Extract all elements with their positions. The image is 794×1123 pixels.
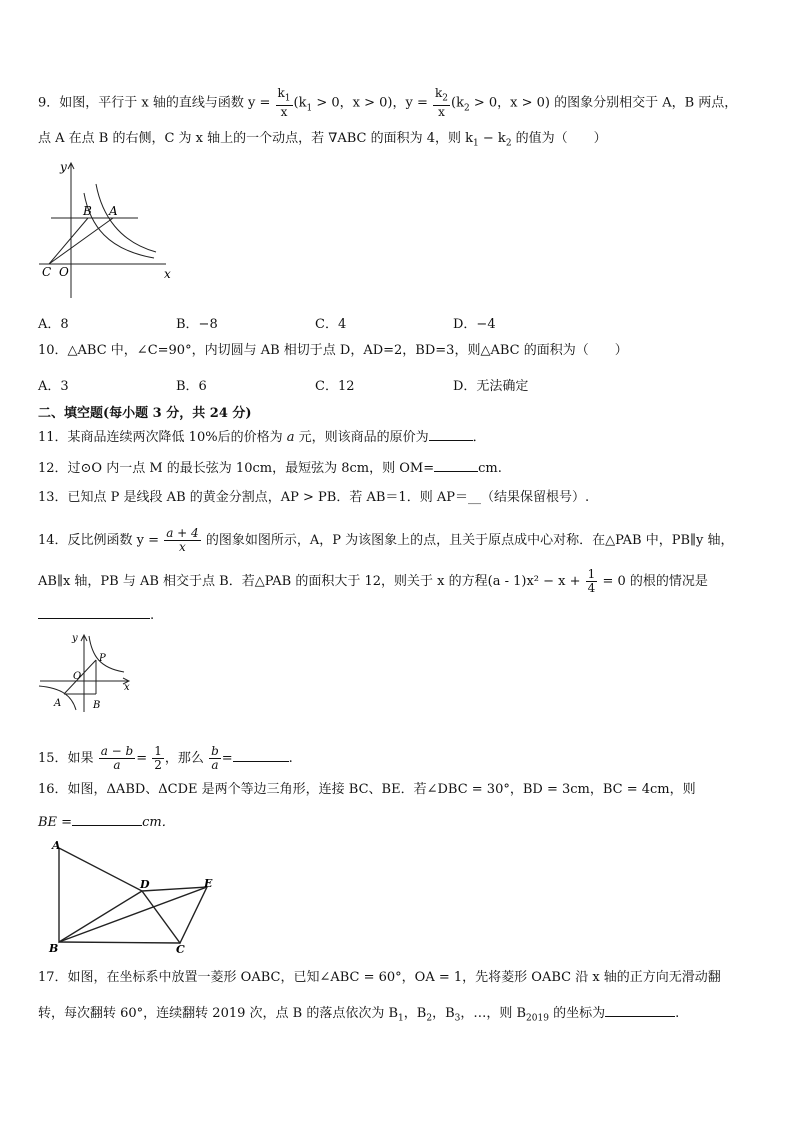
q13-text: 13．已知点 P 是线段 AB 的黄金分割点，AP > PB．若 AB＝1．则 AP＝__（结果保留根号）. — [38, 490, 590, 505]
q16-triangle-ABD — [59, 848, 142, 942]
q9-fraction-2: $\frac{k_2}{x}$ — [435, 86, 449, 120]
q9-curve-k2 — [84, 193, 154, 258]
q10-option-a: A．3 — [38, 379, 69, 394]
q15-fraction-a-minus-b-over-a: $\frac{a - b}{a}$ — [100, 744, 134, 772]
q11-answer-blank[interactable] — [429, 428, 473, 441]
q9-label-x: x — [164, 267, 171, 281]
q14-fraction: $\frac{a + 4}{x}$ — [166, 526, 199, 554]
q14-label-x: x — [124, 682, 130, 693]
q9-option-d: D．−4 — [453, 317, 496, 332]
q14-line2: AB∥x 轴，PB 与 AB 相交于点 B．若△PAB 的面积大于 12，则关于 x 的方程(a - 1)x² − x + $\frac{1}{4}$ = 0 的根的情况是 — [38, 567, 708, 595]
q9-label-y: y — [60, 160, 67, 174]
q17-answer-blank[interactable] — [605, 1004, 675, 1017]
q16-figure — [42, 836, 222, 956]
q14-label-O: O — [73, 671, 82, 682]
q9-figure — [36, 158, 176, 300]
q12-answer-blank[interactable] — [434, 459, 478, 472]
q14-curve-first-quadrant — [89, 636, 124, 672]
q16-segment-BC — [59, 942, 180, 943]
q10-option-d: D．无法确定 — [453, 379, 529, 394]
q9-fraction-1: $\frac{k_1}{x}$ — [277, 86, 291, 120]
q9-option-c: C．4 — [315, 317, 347, 332]
q16-label-D: D — [140, 878, 150, 891]
q9-text: 9．如图，平行于 x 轴的直线与函数 y = — [38, 95, 271, 111]
q9-label-C: C — [42, 265, 52, 279]
q16-label-E: E — [204, 877, 213, 890]
q14-answer-line: . — [38, 606, 154, 624]
q9-line1: 9．如图，平行于 x 轴的直线与函数 y = $\frac{k_1}{x}$ ($k_1 > 0$，x > 0)，y = $\frac{k_2}{x}$ ($k_2 > 0$，x > 0) 的图象分别相交于 A，B 两点， — [38, 86, 738, 120]
q14-line1: 14．反比例函数 y = $\frac{a + 4}{x}$ 的图象如图所示，A，P 为该图象上的点，且关于原点成中心对称．在△PAB 中，PB∥y 轴， — [38, 526, 734, 554]
q15-fraction-b-over-a: $\frac{b}{a}$ — [211, 744, 219, 772]
q14-figure — [36, 630, 136, 714]
q15-answer-blank[interactable] — [233, 749, 289, 762]
q10-option-c: C．12 — [315, 379, 355, 394]
section-heading-fill-in: 二、填空题(每小题 3 分，共 24 分) — [38, 406, 252, 421]
q16-label-C: C — [176, 943, 185, 956]
q16-line1: 16．如图，ΔABD、ΔCDE 是两个等边三角形，连接 BC、BE．若∠DBC = 30°，BD = 3cm，BC = 4cm，则 — [38, 782, 696, 797]
q14-label-y: y — [72, 633, 78, 644]
q10-text: 10．△ABC 中，∠C=90°，内切圆与 AB 相切于点 D，AD=2，BD=3，则△ABC 的面积为（ ） — [38, 343, 628, 358]
q10-option-b: B．6 — [176, 379, 207, 394]
q14-label-A: A — [54, 698, 62, 709]
q11-text: 11．某商品连续两次降低 10%后的价格为 a 元，则该商品的原价为 ． — [38, 430, 486, 445]
q9-segment-CB — [49, 218, 88, 264]
q16-label-A: A — [52, 839, 61, 852]
q14-answer-blank[interactable] — [38, 606, 150, 619]
q14-label-P: P — [99, 653, 106, 664]
q12-text: 12．过⊙O 内一点 M 的最长弦为 10cm，最短弦为 8cm，则 OM= cm. — [38, 461, 502, 476]
q15-fraction-half: $\frac{1}{2}$ — [154, 744, 162, 772]
q9-option-a: A．8 — [38, 317, 69, 332]
q17-line2: 转，每次翻转 60°，连续翻转 2019 次，点 B 的落点依次为 $B_1$，$B_2$，$B_3$，…，则 $B_{2019}$ 的坐标为 . — [38, 1006, 680, 1024]
q9-option-b: B．−8 — [176, 317, 218, 332]
q16-answer-blank[interactable] — [72, 813, 142, 826]
q16-triangle-CDE — [142, 887, 207, 943]
q16-line2: BE = cm． — [38, 815, 175, 830]
q15-text: 15．如果 $\frac{a - b}{a}$ = $\frac{1}{2}$ ，那么 $\frac{b}{a}$ = . — [38, 744, 293, 772]
q9-line2: 点 A 在点 B 的右侧，C 为 x 轴上的一个动点，若 ∇ABC 的面积为 4，则 $k_1 - k_2$ 的值为（ ） — [38, 131, 607, 149]
q9-label-O: O — [59, 265, 69, 279]
q9-segment-CA — [49, 218, 113, 264]
q17-line1: 17．如图，在坐标系中放置一菱形 OABC，已知∠ABC = 60°，OA = 1，先将菱形 OABC 沿 x 轴的正方向无滑动翻 — [38, 970, 721, 985]
q16-label-B: B — [49, 942, 59, 955]
q9-label-A: A — [109, 204, 118, 218]
q9-label-B: B — [83, 204, 92, 218]
q14-label-B: B — [93, 700, 101, 711]
q14-fraction-quarter: $\frac{1}{4}$ — [587, 567, 596, 595]
